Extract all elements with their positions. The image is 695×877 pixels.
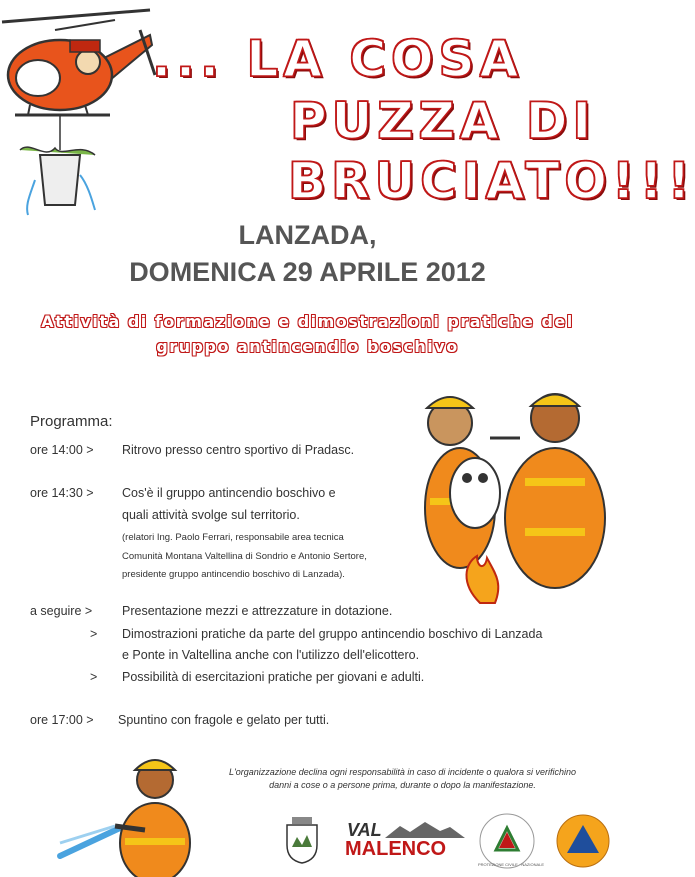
protezione-civile-text: PROTEZIONE CIVILE · NAZIONALE <box>478 862 545 867</box>
valmalenco-logo <box>345 820 465 860</box>
row2-text2: quali attività svolge sul territorio. <box>122 508 300 522</box>
valmalenco-top: VAL <box>347 820 382 840</box>
civil-defence-logo <box>555 813 611 869</box>
title-line-1: ... LA COSA <box>152 30 524 88</box>
firefighter-hose-illustration <box>60 748 200 877</box>
subtitle-line-1: Attività di formazione e dimostrazioni pratiche del <box>41 312 574 331</box>
title-line-3: BRUCIATO!!! <box>288 152 695 210</box>
row2-note3: presidente gruppo antincendio boschivo di Lanzada). <box>122 569 345 580</box>
row2-time: ore 14:30 > <box>30 486 94 500</box>
event-date: DOMENICA 29 APRILE 2012 <box>129 257 486 287</box>
row2-note2: Comunità Montana Valtellina di Sondrio e Antonio Sertore, <box>122 551 367 562</box>
protezione-civile-logo <box>478 812 545 870</box>
location-line-1: LANZADA, <box>238 220 377 250</box>
firefighters-illustration <box>405 378 615 603</box>
row4-text1: Dimostrazioni pratiche da parte del gruppo antincendio boschivo di Lanzada <box>122 627 543 641</box>
comune-crest-logo <box>282 815 322 865</box>
disclaimer-line-2: danni a cose o a persone prima, durante o dopo la manifestazione. <box>269 780 536 790</box>
row6-text: Spuntino con fragole e gelato per tutti. <box>118 713 330 727</box>
mountain-icon <box>385 822 465 838</box>
valmalenco-bottom: MALENCO <box>345 838 447 860</box>
subtitle-line-2: gruppo antincendio boschivo <box>156 337 459 356</box>
row1-time: ore 14:00 > <box>30 443 94 457</box>
row2-note1: (relatori Ing. Paolo Ferrari, responsabile area tecnica <box>122 532 344 543</box>
row5-text: Possibilità di esercitazioni pratiche per giovani e adulti. <box>122 670 425 684</box>
programma-heading: Programma: <box>30 413 113 430</box>
row4-text2: e Ponte in Valtellina anche con l'utilizzo dell'elicottero. <box>122 648 420 662</box>
row3-text: Presentazione mezzi e attrezzature in dotazione. <box>122 604 393 618</box>
row1-text: Ritrovo presso centro sportivo di Pradasc. <box>122 443 355 457</box>
row6-time: ore 17:00 > <box>30 713 94 727</box>
row4-time: > <box>90 627 98 641</box>
row3-time: a seguire > <box>30 604 93 618</box>
row2-text1: Cos'è il gruppo antincendio boschivo e <box>122 486 336 500</box>
helicopter-illustration <box>0 0 160 225</box>
row5-time: > <box>90 670 98 684</box>
disclaimer-line-1: L'organizzazione declina ogni responsabilità in caso di incidente o qualora si verifichino <box>229 767 576 777</box>
title-line-2: PUZZA DI <box>290 92 596 150</box>
